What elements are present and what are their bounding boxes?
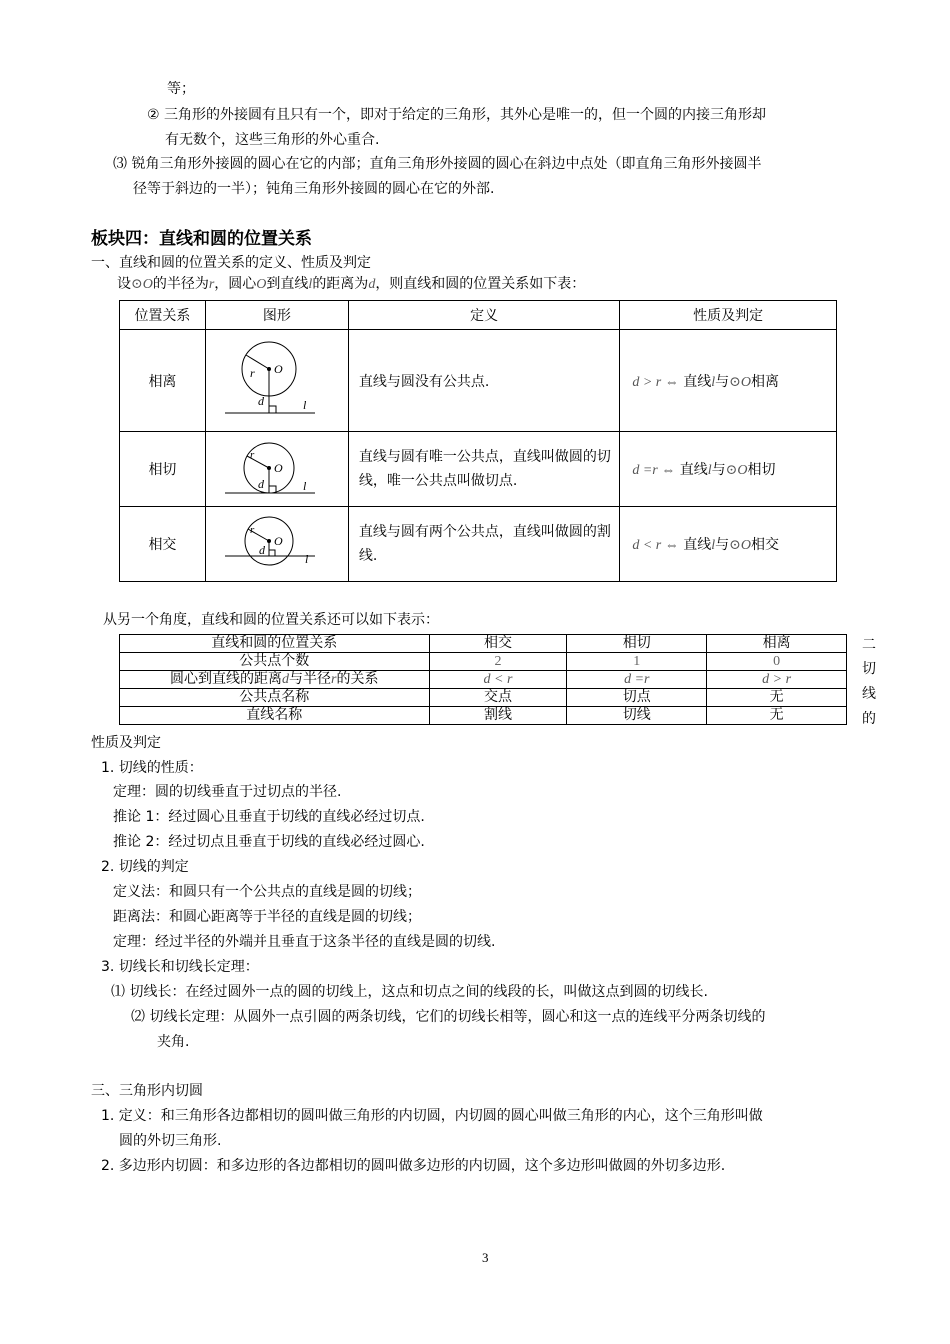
intro-text: 到直线 [266, 276, 309, 292]
property-cell [620, 432, 837, 507]
text-line: 距离法：和圆心距离等于半径的直线是圆的切线； [113, 909, 421, 925]
table-cell: 1 [567, 653, 707, 671]
table-cell: d > r [707, 671, 847, 689]
table-cell: 相切 [567, 635, 707, 653]
table-row [120, 689, 847, 707]
var-d: d [282, 672, 290, 687]
table-cell: 交点 [429, 689, 567, 707]
relation-name: 相交 [120, 507, 206, 582]
text-line: 推论 2：经过切点且垂直于切线的直线必经过圆心. [113, 834, 425, 850]
definition-cell: 直线与圆没有公共点. [348, 330, 620, 432]
side-char: 线 [862, 686, 876, 702]
table-cell: 0 [707, 653, 847, 671]
side-char: 切 [862, 661, 876, 677]
property-text: 与 [711, 462, 726, 478]
table-cell: 相交 [429, 635, 567, 653]
text-line: ⑵ 切线长定理：从圆外一点引圆的两条切线，它们的切线长相等，圆心和这一点的连线平分两条切线的 [131, 1009, 766, 1025]
text-line: 3. 切线长和切线长定理： [101, 959, 259, 975]
label-r: r [249, 524, 255, 536]
label-O: O [273, 534, 283, 548]
text-line: 有无数个，这些三角形的外心重合. [165, 132, 380, 148]
text-line: 2. 多边形内切圆：和多边形的各边都相切的圆叫做多边形的内切圆，这个多边形叫做圆的外切多边形. [101, 1158, 726, 1174]
circle-symbol: ⊙O [725, 463, 748, 478]
property-text: 与 [715, 537, 730, 553]
section-title: 板块四：直线和圆的位置关系 [91, 229, 312, 249]
intro-line [117, 273, 585, 296]
subsection-title: 一、直线和圆的位置关系的定义、性质及判定 [91, 255, 371, 271]
right-angle-mark [269, 550, 275, 556]
condition: d > r ⇔ [632, 374, 679, 390]
table-header: 位置关系 [120, 301, 206, 330]
property-text: 相离 [750, 373, 779, 390]
page-number: 3 [482, 1250, 489, 1265]
text-line: 定理：经过半径的外端并且垂直于这条半径的直线是圆的切线. [113, 934, 496, 950]
table-cell: d < r [429, 671, 567, 689]
property-text: 直线 [679, 462, 708, 478]
tangent-figure [217, 438, 337, 500]
table-row [120, 671, 847, 689]
circle-symbol: ⊙O [729, 374, 751, 390]
table-header: 定义 [348, 301, 620, 330]
property-cell [620, 330, 837, 432]
position-relation-table [119, 300, 837, 582]
separate-figure [217, 339, 337, 423]
property-text: 直线 [683, 537, 712, 553]
property-text: 相切 [747, 462, 776, 478]
definition-cell: 直线与圆有唯一公共点，直线叫做圆的切线，唯一公共点叫做切点. [348, 432, 620, 507]
definition-cell: 直线与圆有两个公共点，直线叫做圆的割线. [348, 507, 620, 582]
var-d: d [368, 277, 376, 292]
label-l: l [302, 479, 307, 493]
label-O: O [273, 461, 283, 475]
intro-text: 设 [117, 276, 131, 292]
label-r: r [249, 449, 255, 461]
label-O: O [273, 361, 283, 376]
table-row [120, 507, 837, 582]
text-line: ② 三角形的外接圆有且只有一个，即对于给定的三角形，其外心是唯一的，但一个圆的内接三角形却 [147, 107, 766, 123]
table-cell: 相离 [707, 635, 847, 653]
label-r: r [249, 365, 255, 380]
side-char: 的 [862, 711, 876, 727]
table-cell: 切线 [567, 707, 707, 725]
text-line: 1. 定义：和三角形各边都相切的圆叫做三角形的内切圆，内切圆的圆心叫做三角形的内心，这个三角形叫做 [101, 1108, 763, 1124]
text-line: 性质及判定 [91, 735, 161, 751]
text-line: 定义法：和圆只有一个公共点的直线是圆的切线； [113, 884, 421, 900]
text-line: 推论 1：经过圆心且垂直于切线的直线必经过切点. [113, 809, 425, 825]
table-cell: 直线和圆的位置关系 [120, 635, 430, 653]
var-l: l [707, 463, 712, 478]
intro-text: ，圆心 [214, 276, 257, 292]
text-line: 圆的外切三角形. [119, 1133, 222, 1149]
var-l: l [711, 374, 716, 390]
intro-text: 的距离为 [312, 276, 369, 292]
text-line: 径等于斜边的一半）；钝角三角形外接圆的圆心在它的外部. [133, 181, 495, 197]
var-l: l [308, 277, 313, 292]
right-angle-mark [269, 406, 276, 413]
table-row [120, 707, 847, 725]
intro-text: ，则直线和圆的位置关系如下表： [375, 276, 586, 292]
property-text: 与 [715, 373, 730, 390]
figure-cell [205, 507, 348, 582]
side-char: 二 [862, 637, 876, 653]
label-d: d [257, 477, 264, 491]
label-d: d [257, 393, 264, 408]
property-text: 相交 [750, 537, 779, 553]
var-l: l [711, 538, 716, 553]
table-row [120, 653, 847, 671]
table-header: 性质及判定 [620, 301, 837, 330]
figure-cell [205, 432, 348, 507]
table-cell: 无 [707, 707, 847, 725]
table-cell: 直线名称 [120, 707, 430, 725]
text-line: 1. 切线的性质： [101, 760, 203, 776]
table-cell: d =r [567, 671, 707, 689]
comparison-table [119, 634, 847, 725]
text-line: 等； [167, 81, 195, 97]
table-row [120, 330, 837, 432]
label-d: d [258, 543, 265, 557]
table-cell: 无 [707, 689, 847, 707]
var-r: r [208, 277, 215, 292]
text-line: 定理：圆的切线垂直于过切点的半径. [113, 784, 342, 800]
secant-figure [217, 513, 337, 575]
figure-cell [205, 330, 348, 432]
cell-text: 圆心到直线的距离 [170, 671, 283, 687]
table-cell: 切点 [567, 689, 707, 707]
property-text: 直线 [683, 373, 712, 390]
cell-text: 的关系 [336, 671, 379, 687]
circle-symbol: ⊙O [729, 538, 751, 553]
label-l: l [302, 397, 307, 412]
table-cell: 公共点名称 [120, 689, 430, 707]
table-cell: 割线 [429, 707, 567, 725]
text-line: 从另一个角度，直线和圆的位置关系还可以如下表示： [103, 612, 439, 628]
table-header-row [120, 301, 837, 330]
table-header: 图形 [205, 301, 348, 330]
condition: d =r ⇔ [632, 463, 676, 478]
text-line: 2. 切线的判定 [101, 859, 189, 875]
text-line: ⑴ 切线长：在经过圆外一点的圆的切线上，这点和切点之间的线段的长，叫做这点到圆的切线长. [111, 984, 708, 1000]
table-cell [120, 671, 430, 689]
table-cell: 公共点个数 [120, 653, 430, 671]
label-l: l [304, 552, 309, 566]
cell-text: 与半径 [289, 671, 332, 687]
relation-name: 相切 [120, 432, 206, 507]
var-O: O [256, 277, 267, 292]
text-line: 夹角. [157, 1034, 190, 1050]
intro-text: 的半径为 [152, 276, 209, 292]
table-row [120, 432, 837, 507]
text-line: ⑶ 锐角三角形外接圆的圆心在它的内部；直角三角形外接圆的圆心在斜边中点处（即直角三角形外接圆半 [113, 156, 762, 172]
subsection-title: 三、三角形内切圆 [91, 1083, 203, 1099]
table-cell: 2 [429, 653, 567, 671]
condition: d < r ⇔ [632, 538, 679, 553]
circle-symbol: ⊙O [131, 277, 153, 292]
relation-name: 相离 [120, 330, 206, 432]
property-cell [620, 507, 837, 582]
var-r: r [331, 672, 337, 687]
table-header-row [120, 635, 847, 653]
